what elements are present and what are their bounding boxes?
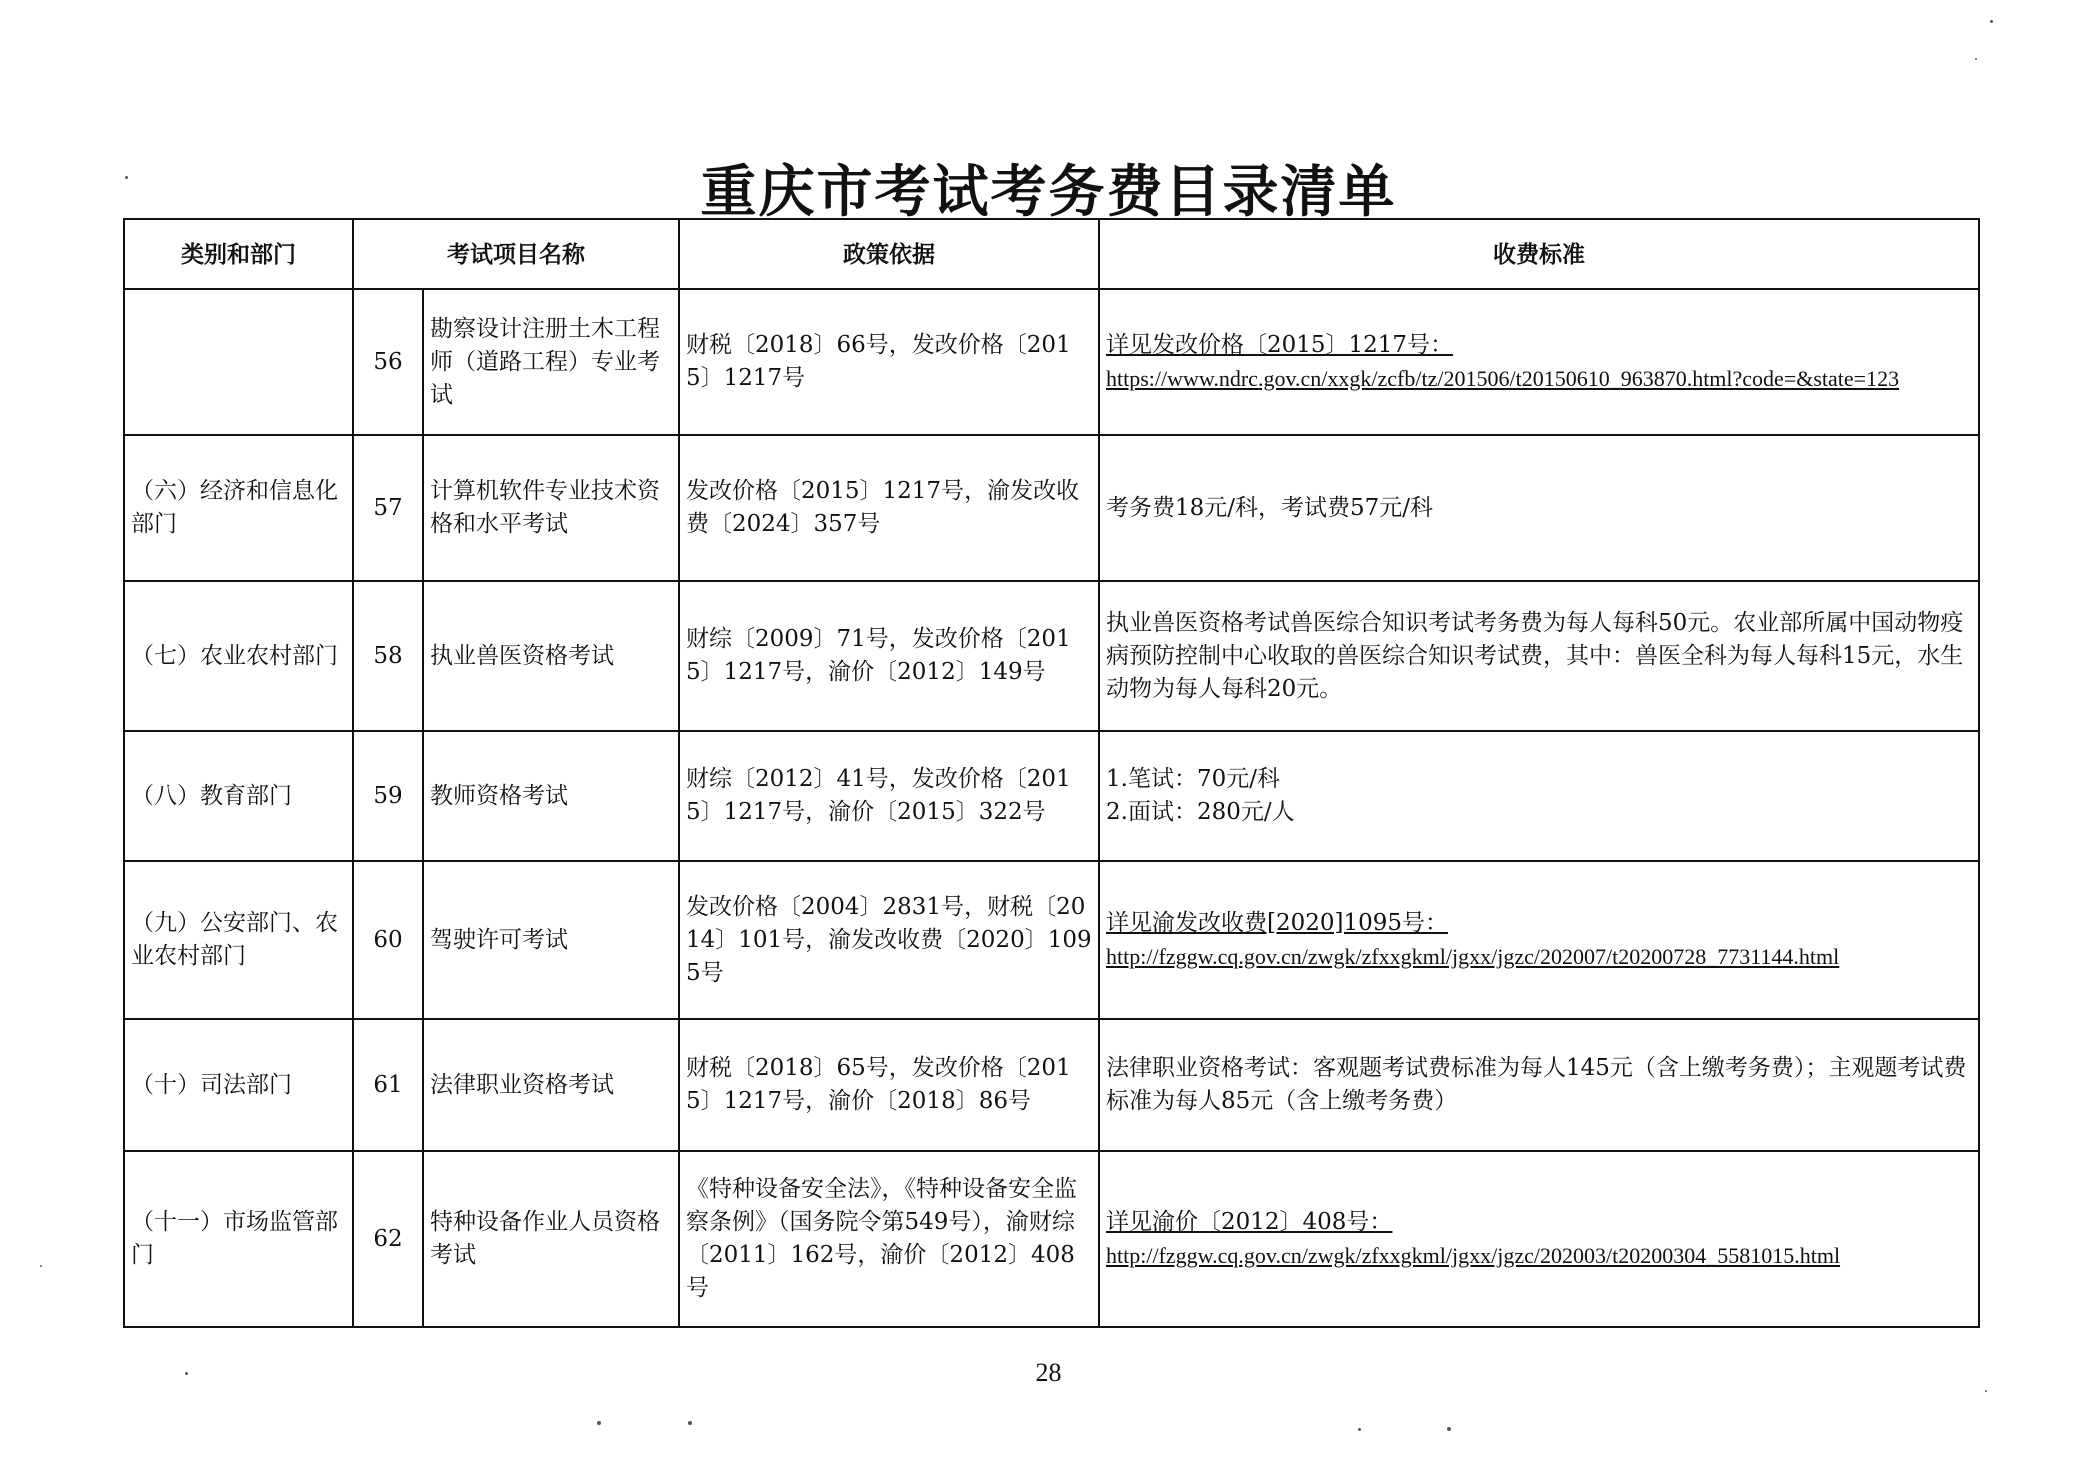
scan-speck xyxy=(1985,1390,1987,1392)
row-fee xyxy=(1099,1151,1979,1327)
row-policy: 发改价格〔2004〕2831号，财税〔2014〕101号，渝发改收费〔2020〕1095号 xyxy=(679,861,1099,1019)
row-fee xyxy=(1099,289,1979,435)
row-number: 56 xyxy=(353,289,423,435)
row-exam-name: 勘察设计注册土木工程师（道路工程）专业考试 xyxy=(423,289,679,435)
header-category: 类别和部门 xyxy=(124,219,353,289)
row-exam-name: 执业兽医资格考试 xyxy=(423,581,679,731)
row-exam-name: 教师资格考试 xyxy=(423,731,679,861)
row-number: 57 xyxy=(353,435,423,581)
scan-speck xyxy=(1358,1428,1361,1431)
scan-speck xyxy=(688,1421,692,1425)
row-exam-name: 法律职业资格考试 xyxy=(423,1019,679,1151)
row-policy: 发改价格〔2015〕1217号，渝发改收费〔2024〕357号 xyxy=(679,435,1099,581)
scan-speck xyxy=(1990,20,1993,23)
fee-url-link[interactable]: https://www.ndrc.gov.cn/xxgk/zcfb/tz/201506/t20150610_963870.html?code=&state=123 xyxy=(1106,366,1900,391)
scan-speck xyxy=(1975,58,1977,60)
table-header-row xyxy=(124,219,1979,289)
row-fee: 考务费18元/科，考试费57元/科 xyxy=(1099,435,1979,581)
table-row xyxy=(124,289,1979,435)
table-row xyxy=(124,435,1979,581)
header-fee: 收费标准 xyxy=(1099,219,1979,289)
fee-reference-link[interactable]: 详见渝发改收费[2020]1095号： xyxy=(1106,910,1449,936)
row-number: 59 xyxy=(353,731,423,861)
row-number: 62 xyxy=(353,1151,423,1327)
row-exam-name: 特种设备作业人员资格考试 xyxy=(423,1151,679,1327)
table-row xyxy=(124,1019,1979,1151)
scan-speck xyxy=(1447,1427,1451,1431)
fee-line: 2.面试：280元/人 xyxy=(1106,799,1295,825)
row-policy: 财综〔2012〕41号，发改价格〔2015〕1217号，渝价〔2015〕322号 xyxy=(679,731,1099,861)
document-title: 重庆市考试考务费目录清单 xyxy=(700,159,1397,225)
row-policy: 《特种设备安全法》，《特种设备安全监察条例》（国务院令第549号），渝财综〔2011〕162号，渝价〔2012〕408号 xyxy=(679,1151,1099,1327)
table-row xyxy=(124,731,1979,861)
scan-speck xyxy=(40,1265,42,1267)
row-number: 60 xyxy=(353,861,423,1019)
row-category: （九）公安部门、农业农村部门 xyxy=(124,861,353,1019)
row-policy: 财税〔2018〕65号，发改价格〔2015〕1217号，渝价〔2018〕86号 xyxy=(679,1019,1099,1151)
scan-speck xyxy=(125,176,128,179)
row-policy: 财税〔2018〕66号，发改价格〔2015〕1217号 xyxy=(679,289,1099,435)
page-number: 28 xyxy=(1035,1358,1062,1387)
row-fee: 执业兽医资格考试兽医综合知识考试考务费为每人每科50元。农业部所属中国动物疫病预防控制中心收取的兽医综合知识考试费，其中：兽医全科为每人每科15元，水生动物为每人每科20元。 xyxy=(1099,581,1979,731)
fee-reference-link[interactable]: 详见渝价〔2012〕408号： xyxy=(1106,1209,1393,1235)
table-row xyxy=(124,581,1979,731)
row-category: （十）司法部门 xyxy=(124,1019,353,1151)
row-policy: 财综〔2009〕71号，发改价格〔2015〕1217号，渝价〔2012〕149号 xyxy=(679,581,1099,731)
header-policy: 政策依据 xyxy=(679,219,1099,289)
row-number: 58 xyxy=(353,581,423,731)
table-row xyxy=(124,861,1979,1019)
row-category: （八）教育部门 xyxy=(124,731,353,861)
row-fee xyxy=(1099,861,1979,1019)
row-category: （七）农业农村部门 xyxy=(124,581,353,731)
row-exam-name: 驾驶许可考试 xyxy=(423,861,679,1019)
fee-line: 1.笔试：70元/科 xyxy=(1106,766,1280,792)
fee-catalog-table xyxy=(123,218,1980,1328)
fee-reference-link[interactable]: 详见发改价格〔2015〕1217号： xyxy=(1106,332,1454,358)
row-exam-name: 计算机软件专业技术资格和水平考试 xyxy=(423,435,679,581)
row-category xyxy=(124,289,353,435)
row-number: 61 xyxy=(353,1019,423,1151)
scan-speck xyxy=(185,1372,188,1375)
row-fee xyxy=(1099,731,1979,861)
header-exam-name: 考试项目名称 xyxy=(353,219,679,289)
table-row xyxy=(124,1151,1979,1327)
fee-url-link[interactable]: http://fzggw.cq.gov.cn/zwgk/zfxxgkml/jgxx/jgzc/202003/t20200304_5581015.html xyxy=(1106,1243,1841,1268)
row-category: （十一）市场监管部门 xyxy=(124,1151,353,1327)
scan-speck xyxy=(597,1421,601,1425)
row-category: （六）经济和信息化部门 xyxy=(124,435,353,581)
fee-url-link[interactable]: http://fzggw.cq.gov.cn/zwgk/zfxxgkml/jgxx/jgzc/202007/t20200728_7731144.html xyxy=(1106,944,1840,969)
row-fee: 法律职业资格考试：客观题考试费标准为每人145元（含上缴考务费）；主观题考试费标准为每人85元（含上缴考务费） xyxy=(1099,1019,1979,1151)
